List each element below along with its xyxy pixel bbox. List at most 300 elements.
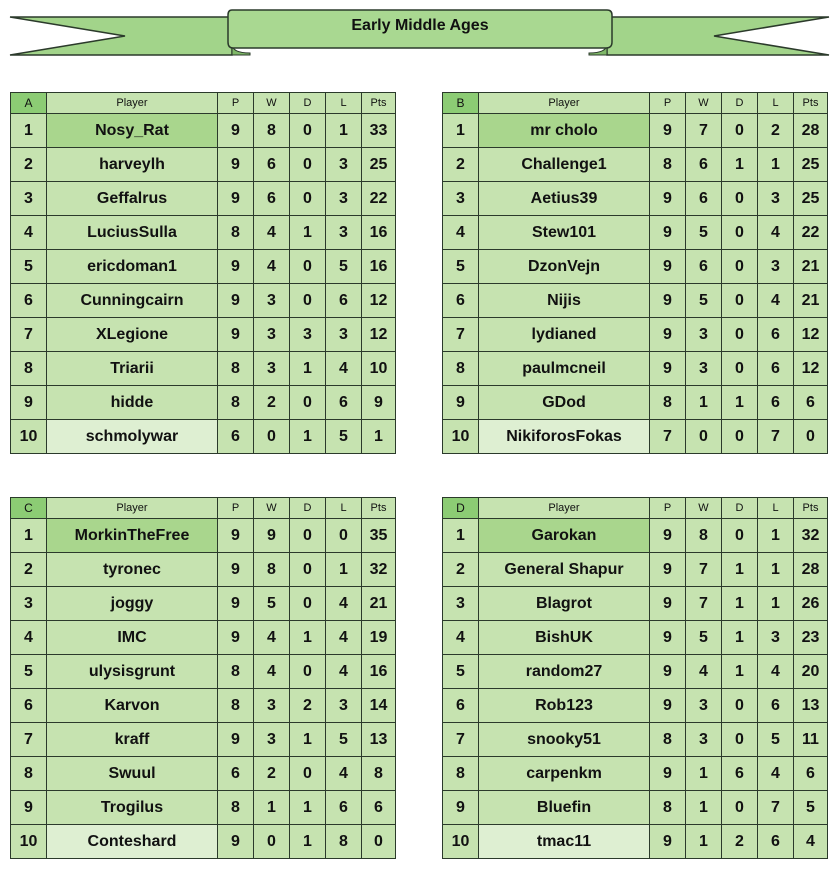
table-row xyxy=(443,216,828,250)
player-name-cell: Nijis xyxy=(479,284,650,318)
rank-cell: 1 xyxy=(443,519,479,553)
rank-cell: 10 xyxy=(11,825,47,859)
column-header-d: D xyxy=(290,93,326,114)
column-header-l: L xyxy=(326,498,362,519)
pts-cell: 35 xyxy=(362,519,396,553)
pts-cell: 20 xyxy=(794,655,828,689)
table-row xyxy=(11,791,396,825)
w-cell: 5 xyxy=(686,284,722,318)
rank-cell: 2 xyxy=(443,148,479,182)
d-cell: 0 xyxy=(722,420,758,454)
column-header-player: Player xyxy=(47,498,218,519)
player-name-cell: Aetius39 xyxy=(479,182,650,216)
p-cell: 9 xyxy=(650,825,686,859)
table-row xyxy=(11,250,396,284)
player-name-cell: hidde xyxy=(47,386,218,420)
table-row xyxy=(443,621,828,655)
w-cell: 2 xyxy=(254,757,290,791)
d-cell: 1 xyxy=(722,655,758,689)
table-header-row xyxy=(443,498,828,519)
pts-cell: 16 xyxy=(362,216,396,250)
table-row xyxy=(11,284,396,318)
column-header-player: Player xyxy=(479,498,650,519)
d-cell: 1 xyxy=(290,216,326,250)
l-cell: 6 xyxy=(758,825,794,859)
column-header-l: L xyxy=(326,93,362,114)
l-cell: 3 xyxy=(326,216,362,250)
w-cell: 4 xyxy=(254,216,290,250)
d-cell: 1 xyxy=(722,386,758,420)
table-row xyxy=(11,723,396,757)
player-name-cell: NikiforosFokas xyxy=(479,420,650,454)
column-header-p: P xyxy=(218,498,254,519)
p-cell: 9 xyxy=(650,318,686,352)
pts-cell: 6 xyxy=(794,757,828,791)
pts-cell: 13 xyxy=(794,689,828,723)
d-cell: 1 xyxy=(290,621,326,655)
player-name-cell: XLegione xyxy=(47,318,218,352)
p-cell: 8 xyxy=(218,352,254,386)
rank-cell: 3 xyxy=(443,182,479,216)
table-row xyxy=(443,825,828,859)
pts-cell: 9 xyxy=(362,386,396,420)
d-cell: 0 xyxy=(290,386,326,420)
player-name-cell: schmolywar xyxy=(47,420,218,454)
column-header-pts: Pts xyxy=(362,93,396,114)
group-c-table xyxy=(10,497,396,859)
w-cell: 8 xyxy=(686,519,722,553)
table-row xyxy=(11,757,396,791)
p-cell: 9 xyxy=(650,689,686,723)
l-cell: 2 xyxy=(758,114,794,148)
d-cell: 0 xyxy=(722,114,758,148)
w-cell: 3 xyxy=(254,723,290,757)
w-cell: 4 xyxy=(254,655,290,689)
pts-cell: 21 xyxy=(794,284,828,318)
w-cell: 1 xyxy=(686,825,722,859)
rank-cell: 5 xyxy=(443,655,479,689)
w-cell: 7 xyxy=(686,587,722,621)
pts-cell: 12 xyxy=(794,318,828,352)
l-cell: 3 xyxy=(326,689,362,723)
l-cell: 4 xyxy=(326,587,362,621)
pts-cell: 32 xyxy=(794,519,828,553)
pts-cell: 22 xyxy=(794,216,828,250)
page-title: Early Middle Ages xyxy=(351,17,489,34)
l-cell: 6 xyxy=(326,386,362,420)
table-row xyxy=(443,318,828,352)
d-cell: 0 xyxy=(722,689,758,723)
p-cell: 9 xyxy=(650,519,686,553)
pts-cell: 11 xyxy=(794,723,828,757)
d-cell: 1 xyxy=(722,587,758,621)
table-row xyxy=(443,689,828,723)
rank-cell: 8 xyxy=(11,352,47,386)
p-cell: 8 xyxy=(218,386,254,420)
d-cell: 0 xyxy=(290,182,326,216)
rank-cell: 8 xyxy=(443,352,479,386)
table-row xyxy=(11,825,396,859)
pts-cell: 5 xyxy=(794,791,828,825)
rank-cell: 6 xyxy=(443,689,479,723)
l-cell: 4 xyxy=(326,655,362,689)
p-cell: 8 xyxy=(218,791,254,825)
l-cell: 7 xyxy=(758,791,794,825)
table-row xyxy=(443,352,828,386)
rank-cell: 8 xyxy=(443,757,479,791)
player-name-cell: snooky51 xyxy=(479,723,650,757)
player-name-cell: General Shapur xyxy=(479,553,650,587)
rank-cell: 4 xyxy=(11,621,47,655)
rank-cell: 5 xyxy=(11,655,47,689)
pts-cell: 4 xyxy=(794,825,828,859)
w-cell: 6 xyxy=(254,148,290,182)
l-cell: 4 xyxy=(326,352,362,386)
w-cell: 4 xyxy=(686,655,722,689)
column-header-w: W xyxy=(254,93,290,114)
p-cell: 8 xyxy=(650,791,686,825)
w-cell: 5 xyxy=(686,216,722,250)
w-cell: 9 xyxy=(254,519,290,553)
pts-cell: 23 xyxy=(794,621,828,655)
l-cell: 1 xyxy=(326,553,362,587)
d-cell: 1 xyxy=(290,825,326,859)
column-header-pts: Pts xyxy=(794,498,828,519)
player-name-cell: Rob123 xyxy=(479,689,650,723)
table-header-row xyxy=(11,93,396,114)
p-cell: 6 xyxy=(218,757,254,791)
d-cell: 0 xyxy=(290,587,326,621)
pts-cell: 32 xyxy=(362,553,396,587)
table-row xyxy=(11,689,396,723)
w-cell: 3 xyxy=(686,689,722,723)
w-cell: 7 xyxy=(686,553,722,587)
column-header-d: D xyxy=(290,498,326,519)
table-row xyxy=(443,587,828,621)
rank-cell: 4 xyxy=(11,216,47,250)
player-name-cell: Triarii xyxy=(47,352,218,386)
w-cell: 6 xyxy=(254,182,290,216)
w-cell: 3 xyxy=(254,352,290,386)
table-row xyxy=(443,250,828,284)
table-row xyxy=(11,519,396,553)
column-header-pts: Pts xyxy=(362,498,396,519)
column-header-player: Player xyxy=(47,93,218,114)
pts-cell: 28 xyxy=(794,114,828,148)
rank-cell: 9 xyxy=(11,386,47,420)
w-cell: 1 xyxy=(254,791,290,825)
table-row xyxy=(443,757,828,791)
pts-cell: 12 xyxy=(362,318,396,352)
group-d-table xyxy=(442,497,828,859)
column-header-p: P xyxy=(650,93,686,114)
player-name-cell: ulysisgrunt xyxy=(47,655,218,689)
pts-cell: 0 xyxy=(362,825,396,859)
player-name-cell: mr cholo xyxy=(479,114,650,148)
p-cell: 9 xyxy=(218,250,254,284)
w-cell: 2 xyxy=(254,386,290,420)
d-cell: 0 xyxy=(722,723,758,757)
d-cell: 0 xyxy=(290,757,326,791)
l-cell: 0 xyxy=(326,519,362,553)
group-label: D xyxy=(443,498,479,519)
p-cell: 8 xyxy=(650,386,686,420)
l-cell: 1 xyxy=(758,553,794,587)
p-cell: 9 xyxy=(650,553,686,587)
group-label: C xyxy=(11,498,47,519)
l-cell: 4 xyxy=(326,621,362,655)
l-cell: 4 xyxy=(326,757,362,791)
column-header-w: W xyxy=(686,498,722,519)
p-cell: 9 xyxy=(650,114,686,148)
table-row xyxy=(443,519,828,553)
pts-cell: 10 xyxy=(362,352,396,386)
d-cell: 3 xyxy=(290,318,326,352)
rank-cell: 3 xyxy=(11,182,47,216)
p-cell: 9 xyxy=(650,621,686,655)
w-cell: 1 xyxy=(686,386,722,420)
w-cell: 3 xyxy=(254,689,290,723)
p-cell: 9 xyxy=(218,114,254,148)
l-cell: 3 xyxy=(758,621,794,655)
d-cell: 1 xyxy=(290,791,326,825)
l-cell: 5 xyxy=(758,723,794,757)
player-name-cell: Stew101 xyxy=(479,216,650,250)
player-name-cell: Bluefin xyxy=(479,791,650,825)
player-name-cell: Cunningcairn xyxy=(47,284,218,318)
player-name-cell: GDod xyxy=(479,386,650,420)
column-header-player: Player xyxy=(479,93,650,114)
w-cell: 6 xyxy=(686,182,722,216)
l-cell: 7 xyxy=(758,420,794,454)
pts-cell: 6 xyxy=(362,791,396,825)
rank-cell: 7 xyxy=(443,318,479,352)
group-label: B xyxy=(443,93,479,114)
w-cell: 0 xyxy=(254,825,290,859)
player-name-cell: Challenge1 xyxy=(479,148,650,182)
l-cell: 3 xyxy=(758,182,794,216)
l-cell: 6 xyxy=(758,352,794,386)
player-name-cell: Blagrot xyxy=(479,587,650,621)
rank-cell: 10 xyxy=(11,420,47,454)
rank-cell: 10 xyxy=(443,825,479,859)
rank-cell: 7 xyxy=(443,723,479,757)
w-cell: 7 xyxy=(686,114,722,148)
p-cell: 9 xyxy=(218,318,254,352)
table-row xyxy=(443,420,828,454)
p-cell: 6 xyxy=(218,420,254,454)
l-cell: 4 xyxy=(758,757,794,791)
p-cell: 8 xyxy=(218,216,254,250)
rank-cell: 3 xyxy=(443,587,479,621)
l-cell: 6 xyxy=(758,318,794,352)
p-cell: 9 xyxy=(218,825,254,859)
pts-cell: 16 xyxy=(362,250,396,284)
pts-cell: 13 xyxy=(362,723,396,757)
pts-cell: 12 xyxy=(362,284,396,318)
table-row xyxy=(11,148,396,182)
p-cell: 9 xyxy=(650,352,686,386)
pts-cell: 25 xyxy=(794,182,828,216)
p-cell: 9 xyxy=(650,587,686,621)
d-cell: 0 xyxy=(722,182,758,216)
rank-cell: 4 xyxy=(443,621,479,655)
w-cell: 1 xyxy=(686,791,722,825)
player-name-cell: DzonVejn xyxy=(479,250,650,284)
l-cell: 3 xyxy=(326,182,362,216)
table-row xyxy=(443,182,828,216)
w-cell: 3 xyxy=(254,318,290,352)
pts-cell: 21 xyxy=(794,250,828,284)
d-cell: 0 xyxy=(722,352,758,386)
l-cell: 5 xyxy=(326,420,362,454)
table-row xyxy=(443,655,828,689)
p-cell: 9 xyxy=(218,148,254,182)
pts-cell: 28 xyxy=(794,553,828,587)
l-cell: 1 xyxy=(758,587,794,621)
w-cell: 8 xyxy=(254,114,290,148)
l-cell: 4 xyxy=(758,216,794,250)
table-row xyxy=(11,420,396,454)
player-name-cell: Trogilus xyxy=(47,791,218,825)
table-row xyxy=(11,352,396,386)
player-name-cell: lydianed xyxy=(479,318,650,352)
column-header-w: W xyxy=(686,93,722,114)
d-cell: 0 xyxy=(290,519,326,553)
d-cell: 2 xyxy=(290,689,326,723)
d-cell: 0 xyxy=(290,148,326,182)
d-cell: 1 xyxy=(290,352,326,386)
d-cell: 0 xyxy=(722,250,758,284)
d-cell: 1 xyxy=(290,420,326,454)
table-row xyxy=(443,791,828,825)
l-cell: 3 xyxy=(758,250,794,284)
player-name-cell: kraff xyxy=(47,723,218,757)
pts-cell: 19 xyxy=(362,621,396,655)
player-name-cell: Garokan xyxy=(479,519,650,553)
column-header-w: W xyxy=(254,498,290,519)
w-cell: 3 xyxy=(254,284,290,318)
player-name-cell: Nosy_Rat xyxy=(47,114,218,148)
pts-cell: 26 xyxy=(794,587,828,621)
table-row xyxy=(11,587,396,621)
column-header-d: D xyxy=(722,498,758,519)
l-cell: 4 xyxy=(758,655,794,689)
rank-cell: 9 xyxy=(443,791,479,825)
player-name-cell: tmac11 xyxy=(479,825,650,859)
rank-cell: 8 xyxy=(11,757,47,791)
rank-cell: 2 xyxy=(11,553,47,587)
d-cell: 0 xyxy=(722,216,758,250)
group-a-table xyxy=(10,92,396,454)
table-row xyxy=(11,621,396,655)
rank-cell: 2 xyxy=(443,553,479,587)
p-cell: 9 xyxy=(218,621,254,655)
pts-cell: 14 xyxy=(362,689,396,723)
rank-cell: 5 xyxy=(443,250,479,284)
pts-cell: 16 xyxy=(362,655,396,689)
d-cell: 1 xyxy=(722,148,758,182)
column-header-p: P xyxy=(650,498,686,519)
p-cell: 9 xyxy=(650,655,686,689)
l-cell: 1 xyxy=(758,519,794,553)
rank-cell: 3 xyxy=(11,587,47,621)
p-cell: 9 xyxy=(650,757,686,791)
column-header-l: L xyxy=(758,93,794,114)
w-cell: 8 xyxy=(254,553,290,587)
table-row xyxy=(11,318,396,352)
player-name-cell: Karvon xyxy=(47,689,218,723)
player-name-cell: paulmcneil xyxy=(479,352,650,386)
table-header-row xyxy=(11,498,396,519)
column-header-p: P xyxy=(218,93,254,114)
d-cell: 0 xyxy=(722,519,758,553)
p-cell: 9 xyxy=(218,519,254,553)
p-cell: 7 xyxy=(650,420,686,454)
column-header-l: L xyxy=(758,498,794,519)
pts-cell: 6 xyxy=(794,386,828,420)
rank-cell: 7 xyxy=(11,318,47,352)
p-cell: 8 xyxy=(650,148,686,182)
rank-cell: 6 xyxy=(11,284,47,318)
table-header-row xyxy=(443,93,828,114)
d-cell: 0 xyxy=(722,791,758,825)
p-cell: 9 xyxy=(650,250,686,284)
player-name-cell: harveylh xyxy=(47,148,218,182)
d-cell: 1 xyxy=(722,621,758,655)
player-name-cell: tyronec xyxy=(47,553,218,587)
w-cell: 4 xyxy=(254,250,290,284)
title-banner xyxy=(0,0,839,60)
group-label: A xyxy=(11,93,47,114)
d-cell: 0 xyxy=(290,553,326,587)
pts-cell: 25 xyxy=(362,148,396,182)
rank-cell: 5 xyxy=(11,250,47,284)
d-cell: 1 xyxy=(722,553,758,587)
rank-cell: 7 xyxy=(11,723,47,757)
l-cell: 1 xyxy=(758,148,794,182)
w-cell: 3 xyxy=(686,352,722,386)
rank-cell: 1 xyxy=(11,519,47,553)
table-row xyxy=(443,148,828,182)
p-cell: 8 xyxy=(218,689,254,723)
table-row xyxy=(11,114,396,148)
rank-cell: 4 xyxy=(443,216,479,250)
p-cell: 9 xyxy=(218,587,254,621)
l-cell: 1 xyxy=(326,114,362,148)
pts-cell: 1 xyxy=(362,420,396,454)
rank-cell: 1 xyxy=(443,114,479,148)
p-cell: 8 xyxy=(650,723,686,757)
l-cell: 4 xyxy=(758,284,794,318)
d-cell: 0 xyxy=(290,284,326,318)
l-cell: 8 xyxy=(326,825,362,859)
l-cell: 6 xyxy=(326,791,362,825)
table-row xyxy=(11,182,396,216)
p-cell: 9 xyxy=(218,553,254,587)
p-cell: 9 xyxy=(218,182,254,216)
pts-cell: 0 xyxy=(794,420,828,454)
pts-cell: 21 xyxy=(362,587,396,621)
l-cell: 3 xyxy=(326,318,362,352)
d-cell: 2 xyxy=(722,825,758,859)
l-cell: 5 xyxy=(326,250,362,284)
w-cell: 6 xyxy=(686,148,722,182)
table-row xyxy=(443,284,828,318)
l-cell: 6 xyxy=(758,689,794,723)
pts-cell: 22 xyxy=(362,182,396,216)
rank-cell: 1 xyxy=(11,114,47,148)
